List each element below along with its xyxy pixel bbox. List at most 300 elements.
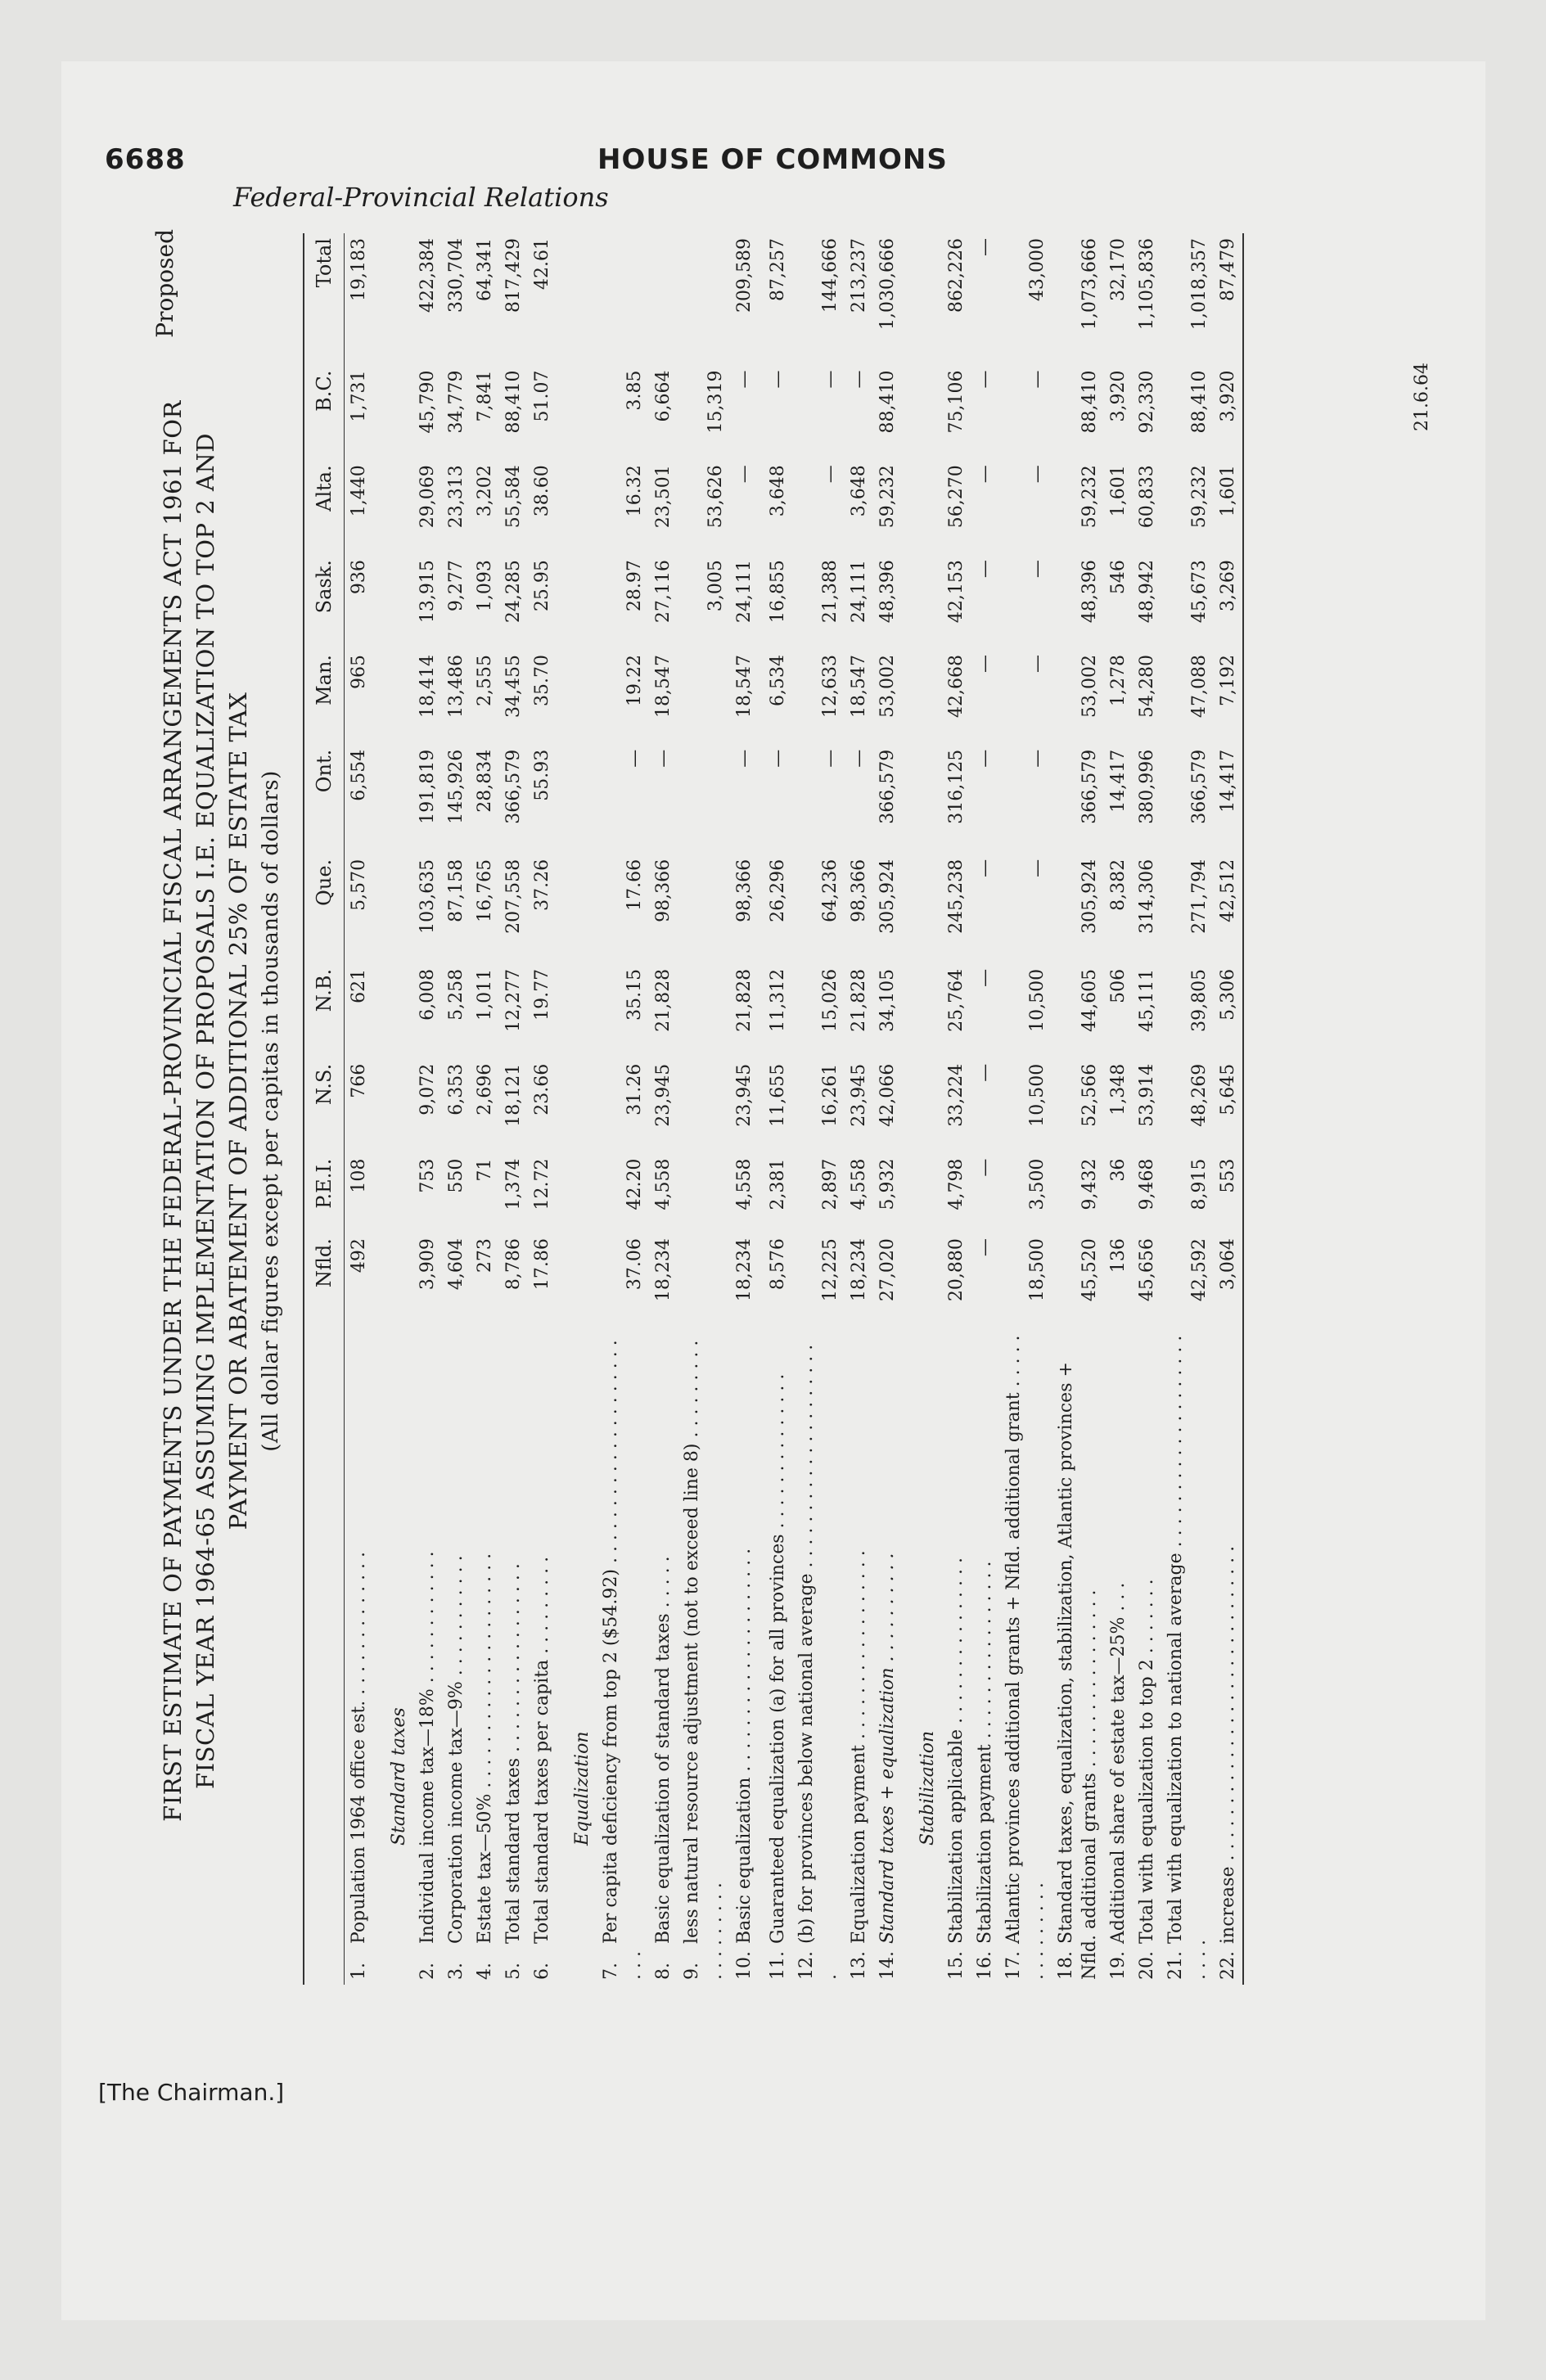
cell-bc: 92,330	[1137, 370, 1157, 434]
cell-ns: 52,566	[1079, 1063, 1100, 1127]
cell-nb: 15,026	[820, 968, 841, 1032]
row-label-text: Total standard taxes . . . . . . . . . . . . . . . . .	[503, 1563, 524, 1944]
cell-ns: 53,914	[1137, 1063, 1157, 1127]
cell-nfld: 45,520	[1079, 1238, 1100, 1302]
row-number: 10.	[734, 1951, 755, 1980]
cell-que: 98,366	[849, 859, 869, 922]
cell-man: 2,555	[475, 654, 495, 706]
cell-nfld: 12,225	[820, 1238, 841, 1302]
cell-ns: 6,353	[446, 1063, 467, 1116]
row-label-text: Stabilization payment . . . . . . . . . . . . . . . .	[975, 1561, 995, 1944]
cell-ont: 14,417	[1214, 745, 1243, 854]
cell-ont: —	[653, 749, 674, 768]
cell-nb: 506	[1108, 968, 1129, 1003]
cell-alta: 23,501	[653, 465, 674, 529]
cell-man: 965	[349, 654, 369, 689]
cell-sask: 28.97	[624, 560, 645, 612]
cell-alta: 53,626	[705, 465, 726, 529]
cell-man: 42,668	[946, 654, 967, 718]
cell-alta: —	[734, 465, 755, 484]
cell-que: 26,296	[768, 859, 788, 922]
cell-alta: 29,069	[417, 465, 438, 529]
cell-pei: 42.20	[624, 1158, 645, 1210]
cell-pei: 108	[349, 1158, 369, 1193]
cell-bc: —	[975, 370, 995, 389]
row-number: 14.	[877, 1951, 898, 1980]
row-label	[345, 1328, 374, 1985]
cell-ont: —	[849, 749, 869, 768]
table-row-line-11	[759, 233, 792, 1985]
cell-ont: 316,125	[946, 749, 967, 824]
cell-nb: 12,277	[503, 968, 524, 1032]
row-label	[1052, 1328, 1104, 1985]
cell-pei: 4,558	[653, 1158, 674, 1210]
table-row-line-5	[499, 233, 528, 1985]
cell-total: 1,030,666	[877, 238, 898, 330]
cell-que: 245,238	[946, 859, 967, 934]
cell-nb	[678, 964, 730, 1059]
table-row-line-10	[730, 233, 759, 1985]
cell-alta: 55,584	[503, 465, 524, 529]
cell-alta: —	[1027, 465, 1048, 484]
cell-que: 42,512	[1214, 854, 1243, 964]
cell-ns: 48,269	[1189, 1063, 1210, 1127]
cell-que: 207,558	[503, 859, 524, 934]
row-number: 12.	[796, 1951, 817, 1980]
cell-nfld: 136	[1108, 1238, 1129, 1273]
cell-nfld: 8,786	[503, 1238, 524, 1291]
row-label	[471, 1328, 499, 1985]
row-number: 11.	[768, 1951, 788, 1980]
cell-bc: 6,664	[653, 370, 674, 422]
cell-bc: —	[734, 370, 755, 389]
row-number: 8.	[653, 1963, 674, 1980]
cell-ont: 55.93	[532, 749, 552, 801]
cell-man: 18,414	[417, 654, 438, 718]
cell-ont: —	[768, 749, 788, 768]
cell-nfld: 18,500	[1027, 1238, 1048, 1302]
row-label-text: Corporation income tax—9% . . . . . . . . . . .	[446, 1555, 467, 1944]
cell-ns: 23.66	[532, 1063, 552, 1116]
cell-total: 32,170	[1108, 238, 1129, 301]
cell-sask: 3,005	[705, 560, 726, 612]
cell-ns: 18,121	[503, 1063, 524, 1127]
cell-sask: —	[1027, 560, 1048, 579]
row-label	[845, 1328, 873, 1985]
cell-total	[597, 233, 649, 365]
cell-sask: 3,269	[1214, 555, 1243, 650]
header-label-col	[304, 1328, 345, 1985]
cell-total: 43,000	[1027, 238, 1048, 301]
col-bc: B.C.	[304, 365, 345, 460]
table-row-line-14	[873, 233, 902, 1985]
cell-sask: 16,855	[768, 560, 788, 624]
row-label	[678, 1328, 730, 1985]
cell-ont: 6,554	[349, 749, 369, 801]
col-nb: N.B.	[304, 964, 345, 1059]
col-sask: Sask.	[304, 555, 345, 650]
cell-nb: 45,111	[1137, 968, 1157, 1032]
row-label	[1133, 1328, 1161, 1985]
cell-pei: 550	[446, 1158, 467, 1193]
running-head: HOUSE OF COMMONS	[597, 143, 948, 176]
cell-pei	[678, 1154, 730, 1234]
cell-total: 87,479	[1214, 233, 1243, 365]
cell-bc: 7,841	[475, 370, 495, 422]
cell-ns: 11,655	[768, 1063, 788, 1127]
rotated-table-area	[151, 221, 1445, 2001]
cell-total: 1,105,836	[1137, 238, 1157, 330]
row-number: 7.	[601, 1963, 621, 1980]
col-ns: N.S.	[304, 1059, 345, 1154]
table-row-line-20	[1133, 233, 1161, 1985]
cell-que: 98,366	[734, 859, 755, 922]
cell-ns: 31.26	[624, 1063, 645, 1116]
row-label-text: Additional share of estate tax—25% . . .	[1108, 1582, 1129, 1944]
cell-nfld: 273	[475, 1238, 495, 1273]
cell-total: 213,237	[849, 238, 869, 313]
cell-man	[678, 650, 730, 745]
cell-sask: 1,093	[475, 560, 495, 612]
cell-sask: 21,388	[820, 560, 841, 624]
cell-sask: 9,277	[446, 560, 467, 612]
section-stabilization: Stabilization	[917, 1730, 938, 1846]
cell-ns: 10,500	[1027, 1063, 1048, 1127]
cell-total: 1,018,357	[1189, 238, 1210, 330]
cell-bc: 3.85	[624, 370, 645, 411]
row-number: 22.	[1218, 1951, 1238, 1980]
cell-ns: 5,645	[1214, 1059, 1243, 1154]
cell-total	[678, 233, 730, 365]
cell-pei: 36	[1108, 1158, 1129, 1182]
cell-bc: 88,410	[1189, 370, 1210, 434]
cell-ont: 380,996	[1137, 749, 1157, 824]
cell-ont: 14,417	[1108, 749, 1129, 813]
cell-sask: 24,285	[503, 560, 524, 624]
table-row-line-9	[678, 233, 730, 1985]
row-label-text: Total with equalization to top 2 . . . . . . .	[1137, 1579, 1157, 1944]
row-number: 19.	[1108, 1951, 1129, 1980]
cell-alta: 38.60	[532, 465, 552, 517]
table-row-line-15	[942, 233, 971, 1985]
row-number: 20.	[1137, 1951, 1157, 1980]
cell-sask: —	[975, 560, 995, 579]
cell-que: 305,924	[1079, 859, 1100, 934]
cell-bc: 15,319	[705, 370, 726, 434]
row-number: 5.	[503, 1963, 524, 1980]
cell-ont: 191,819	[417, 749, 438, 824]
cell-nfld: 20,880	[946, 1238, 967, 1302]
col-nfld: Nfld.	[304, 1233, 345, 1328]
row-label	[1214, 1328, 1243, 1985]
cell-total: 87,257	[768, 238, 788, 301]
cell-total: 42.61	[532, 238, 552, 290]
table-row-line-22	[1214, 233, 1243, 1985]
cell-que: 16,765	[475, 859, 495, 922]
cell-ont: 366,579	[1189, 749, 1210, 824]
cell-que: 37.26	[532, 859, 552, 911]
cell-que: 103,635	[417, 859, 438, 934]
cell-man: 34,455	[503, 654, 524, 718]
cell-alta: 1,601	[1214, 460, 1243, 555]
table-row-line-19	[1104, 233, 1133, 1985]
row-label	[1104, 1328, 1133, 1985]
cell-nfld: 4,604	[446, 1238, 467, 1291]
cell-bc: 88,410	[503, 370, 524, 434]
cell-man: 18,547	[653, 654, 674, 718]
cell-ns: 23,945	[653, 1063, 674, 1127]
cell-bc: 3,920	[1214, 365, 1243, 460]
row-label-text: increase . . . . . . . . . . . . . . . . . . . . . . . . . . . .	[1218, 1545, 1238, 1944]
cell-alta: 59,232	[1079, 465, 1100, 529]
row-label-text: Total standard taxes per capita . . . . . . . . .	[532, 1556, 552, 1944]
cell-pei: 1,374	[503, 1158, 524, 1210]
row-number: 4.	[475, 1963, 495, 1980]
cell-alta: 1,601	[1108, 465, 1129, 517]
cell-total: 64,341	[475, 238, 495, 301]
row-label	[999, 1328, 1052, 1985]
row-number: 9.	[682, 1963, 702, 1980]
cell-pei: 2,897	[820, 1158, 841, 1210]
row-number: 1.	[349, 1963, 369, 1980]
cell-pei: 753	[417, 1158, 438, 1193]
cell-alta: 3,202	[475, 465, 495, 517]
row-label	[442, 1328, 471, 1985]
row-label	[649, 1328, 678, 1985]
cell-sask: 13,915	[417, 560, 438, 624]
cell-pei: 4,798	[946, 1158, 967, 1210]
cell-nb: 11,312	[768, 968, 788, 1032]
cell-ont: 366,579	[877, 749, 898, 824]
cell-man: 53,002	[877, 654, 898, 718]
cell-ont: —	[734, 749, 755, 768]
page-number: 6688	[105, 143, 186, 176]
cell-que: 17.66	[624, 859, 645, 911]
row-label-text: Standard taxes, equalization, stabilization, Atlantic provinces + Nfld. additional grants . . . . . . . . . . . . . . . .	[1056, 1362, 1100, 1980]
table-row-line-7	[597, 233, 649, 1985]
cell-ns: 33,224	[946, 1063, 967, 1127]
cell-que: 8,382	[1108, 859, 1129, 911]
footnote-date: 21.6.64	[1412, 363, 1432, 431]
proposed-label: Proposed	[151, 229, 178, 338]
cell-ns: 42,066	[877, 1063, 898, 1127]
cell-ns: 766	[349, 1063, 369, 1098]
cell-alta: 16.32	[624, 465, 645, 517]
cell-ont: —	[1027, 749, 1048, 768]
cell-pei: 4,558	[849, 1158, 869, 1210]
cell-nb: 21,828	[734, 968, 755, 1032]
row-label-text: (b) for provinces below national average . . . . . . . . . . . . . . . . . . . . .	[796, 1344, 841, 1980]
cell-que: —	[1027, 859, 1048, 877]
row-number: 21.	[1165, 1951, 1186, 1980]
cell-total: 422,384	[417, 238, 438, 313]
cell-pei: 5,932	[877, 1158, 898, 1210]
row-label	[730, 1328, 759, 1985]
table-row-line-2	[413, 233, 442, 1985]
cell-nfld: 492	[349, 1238, 369, 1273]
cell-nfld: 37.06	[624, 1238, 645, 1291]
col-man: Man.	[304, 650, 345, 745]
row-label	[528, 1328, 557, 1985]
rotated-table	[151, 221, 1445, 2001]
table-row-line-13	[845, 233, 873, 1985]
row-label-text: Basic equalization . . . . . . . . . . . . . . . . . . . .	[734, 1548, 755, 1944]
row-label	[971, 1328, 999, 1985]
cell-sask: 546	[1108, 560, 1129, 595]
row-label	[873, 1328, 902, 1985]
cell-ns: —	[975, 1063, 995, 1082]
row-label	[413, 1328, 442, 1985]
table-title	[156, 221, 287, 2001]
cell-man: 7,192	[1214, 650, 1243, 745]
cell-bc: 1,731	[349, 370, 369, 422]
row-label	[942, 1328, 971, 1985]
payments-table	[303, 233, 1244, 1985]
speaker-note: [The Chairman.]	[98, 2079, 285, 2106]
table-row-line-1	[345, 233, 374, 1985]
cell-nb: 25,764	[946, 968, 967, 1032]
row-label-text: Per capita deficiency from top 2 ($54.92) . . . . . . . . . . . . . . . . . . . . . . .	[601, 1340, 645, 1980]
cell-man: 54,280	[1137, 654, 1157, 718]
row-label-text: Estate tax—50% . . . . . . . . . . . . . . . . . . . . .	[475, 1553, 495, 1944]
cell-nfld: 18,234	[653, 1238, 674, 1302]
row-label	[1161, 1328, 1214, 1985]
cell-sask: 936	[349, 560, 369, 595]
cell-ns: 2,696	[475, 1063, 495, 1116]
row-label-text: Guaranteed equalization (a) for all provinces . . . . . . . . . . . . . .	[768, 1373, 788, 1944]
cell-nb: 6,008	[417, 968, 438, 1021]
cell-que: 64,236	[820, 859, 841, 922]
cell-nb: 19.77	[532, 968, 552, 1021]
cell-nb: 39,805	[1189, 968, 1210, 1032]
cell-nb: —	[975, 968, 995, 987]
cell-nfld: 45,656	[1137, 1238, 1157, 1302]
cell-man: 35.70	[532, 654, 552, 706]
cell-alta: 56,270	[946, 465, 967, 529]
section-standard-taxes: Standard taxes	[389, 1707, 409, 1846]
cell-nfld	[678, 1233, 730, 1328]
cell-bc: —	[820, 370, 841, 389]
cell-nb: 10,500	[1027, 968, 1048, 1032]
section-subhead: Federal-Provincial Relations	[233, 182, 609, 213]
title-line-2: FISCAL YEAR 1964-65 ASSUMING IMPLEMENTATION OF PROPOSALS I.E. EQUALIZATION TO TOP 2 AND	[192, 433, 219, 1789]
cell-man: —	[975, 654, 995, 673]
table-row-line-6	[528, 233, 557, 1985]
cell-man: 6,534	[768, 654, 788, 706]
table-row-line-16	[971, 233, 999, 1985]
cell-pei: 2,381	[768, 1158, 788, 1210]
cell-sask: 45,673	[1189, 560, 1210, 624]
cell-bc: 51.07	[532, 370, 552, 422]
cell-nb: 5,258	[446, 968, 467, 1021]
cell-ont	[678, 745, 730, 854]
cell-nfld: 27,020	[877, 1238, 898, 1302]
cell-nfld: 18,234	[849, 1238, 869, 1302]
cell-ns: 9,072	[417, 1063, 438, 1116]
cell-sask: 48,396	[1079, 560, 1100, 624]
cell-bc: 88,410	[877, 370, 898, 434]
col-ont: Ont.	[304, 745, 345, 854]
cell-nfld: 18,234	[734, 1238, 755, 1302]
cell-nb: 21,828	[849, 968, 869, 1032]
cell-man: 53,002	[1079, 654, 1100, 718]
cell-pei: 553	[1214, 1154, 1243, 1234]
row-number: 18.	[1056, 1951, 1076, 1980]
cell-man: 18,547	[849, 654, 869, 718]
row-number: 17.	[1003, 1951, 1024, 1980]
row-number: 6.	[532, 1963, 552, 1980]
cell-alta: 60,833	[1137, 465, 1157, 529]
cell-alta: 1,440	[349, 465, 369, 517]
cell-total: 1,073,666	[1079, 238, 1100, 330]
cell-man: 47,088	[1189, 654, 1210, 718]
cell-que: 314,306	[1137, 859, 1157, 934]
cell-alta: 3,648	[849, 465, 869, 517]
cell-sask: 27,116	[653, 560, 674, 624]
row-number: 2.	[417, 1963, 438, 1980]
table-row-line-17	[999, 233, 1052, 1985]
cell-que: 98,366	[653, 859, 674, 922]
cell-pei: 8,915	[1189, 1158, 1210, 1210]
cell-nfld: —	[975, 1238, 995, 1257]
cell-que: 271,794	[1189, 859, 1210, 934]
row-label-text: less natural resource adjustment (not to exceed line 8) . . . . . . . . . . . . . . . . . .	[682, 1340, 726, 1980]
cell-nb: 35.15	[624, 968, 645, 1021]
cell-total: 817,429	[503, 238, 524, 313]
cell-total: 19,183	[349, 238, 369, 301]
cell-man: 13,486	[446, 654, 467, 718]
col-pei: P.E.I.	[304, 1154, 345, 1234]
cell-pei: 9,432	[1079, 1158, 1100, 1210]
row-number: 15.	[946, 1951, 967, 1980]
cell-ont: —	[975, 749, 995, 768]
cell-nfld: 3,909	[417, 1238, 438, 1291]
cell-man: 18,547	[734, 654, 755, 718]
cell-total: —	[975, 238, 995, 256]
cell-alta: 3,648	[768, 465, 788, 517]
cell-ont: 366,579	[503, 749, 524, 824]
cell-sask: 48,942	[1137, 560, 1157, 624]
cell-man: 12,633	[820, 654, 841, 718]
row-label-text: Stabilization applicable . . . . . . . . . . . . . . .	[946, 1557, 967, 1944]
row-label-text: Population 1964 office est. . . . . . . . . . . . . .	[349, 1551, 369, 1944]
cell-que: 305,924	[877, 859, 898, 934]
col-que: Que.	[304, 854, 345, 964]
cell-total: 144,666	[820, 238, 841, 313]
cell-bc: —	[849, 370, 869, 389]
cell-nb: 44,605	[1079, 968, 1100, 1032]
cell-man: 1,278	[1108, 654, 1129, 706]
table-row-line-4	[471, 233, 499, 1985]
cell-ont: 28,834	[475, 749, 495, 813]
cell-ns: 23,945	[849, 1063, 869, 1127]
cell-ns: 1,348	[1108, 1063, 1129, 1116]
cell-nfld: 8,576	[768, 1238, 788, 1291]
row-label	[759, 1328, 792, 1985]
cell-que: 5,570	[349, 859, 369, 911]
row-label	[792, 1328, 845, 1985]
cell-ont: —	[820, 749, 841, 768]
cell-ont: —	[624, 749, 645, 768]
cell-ns: 23,945	[734, 1063, 755, 1127]
cell-nfld: 42,592	[1189, 1238, 1210, 1302]
cell-alta: 23,313	[446, 465, 467, 529]
row-number: 13.	[849, 1951, 869, 1980]
cell-pei: —	[975, 1158, 995, 1177]
cell-alta: —	[820, 465, 841, 484]
cell-nb: 1,011	[475, 968, 495, 1021]
cell-bc: 45,790	[417, 370, 438, 434]
